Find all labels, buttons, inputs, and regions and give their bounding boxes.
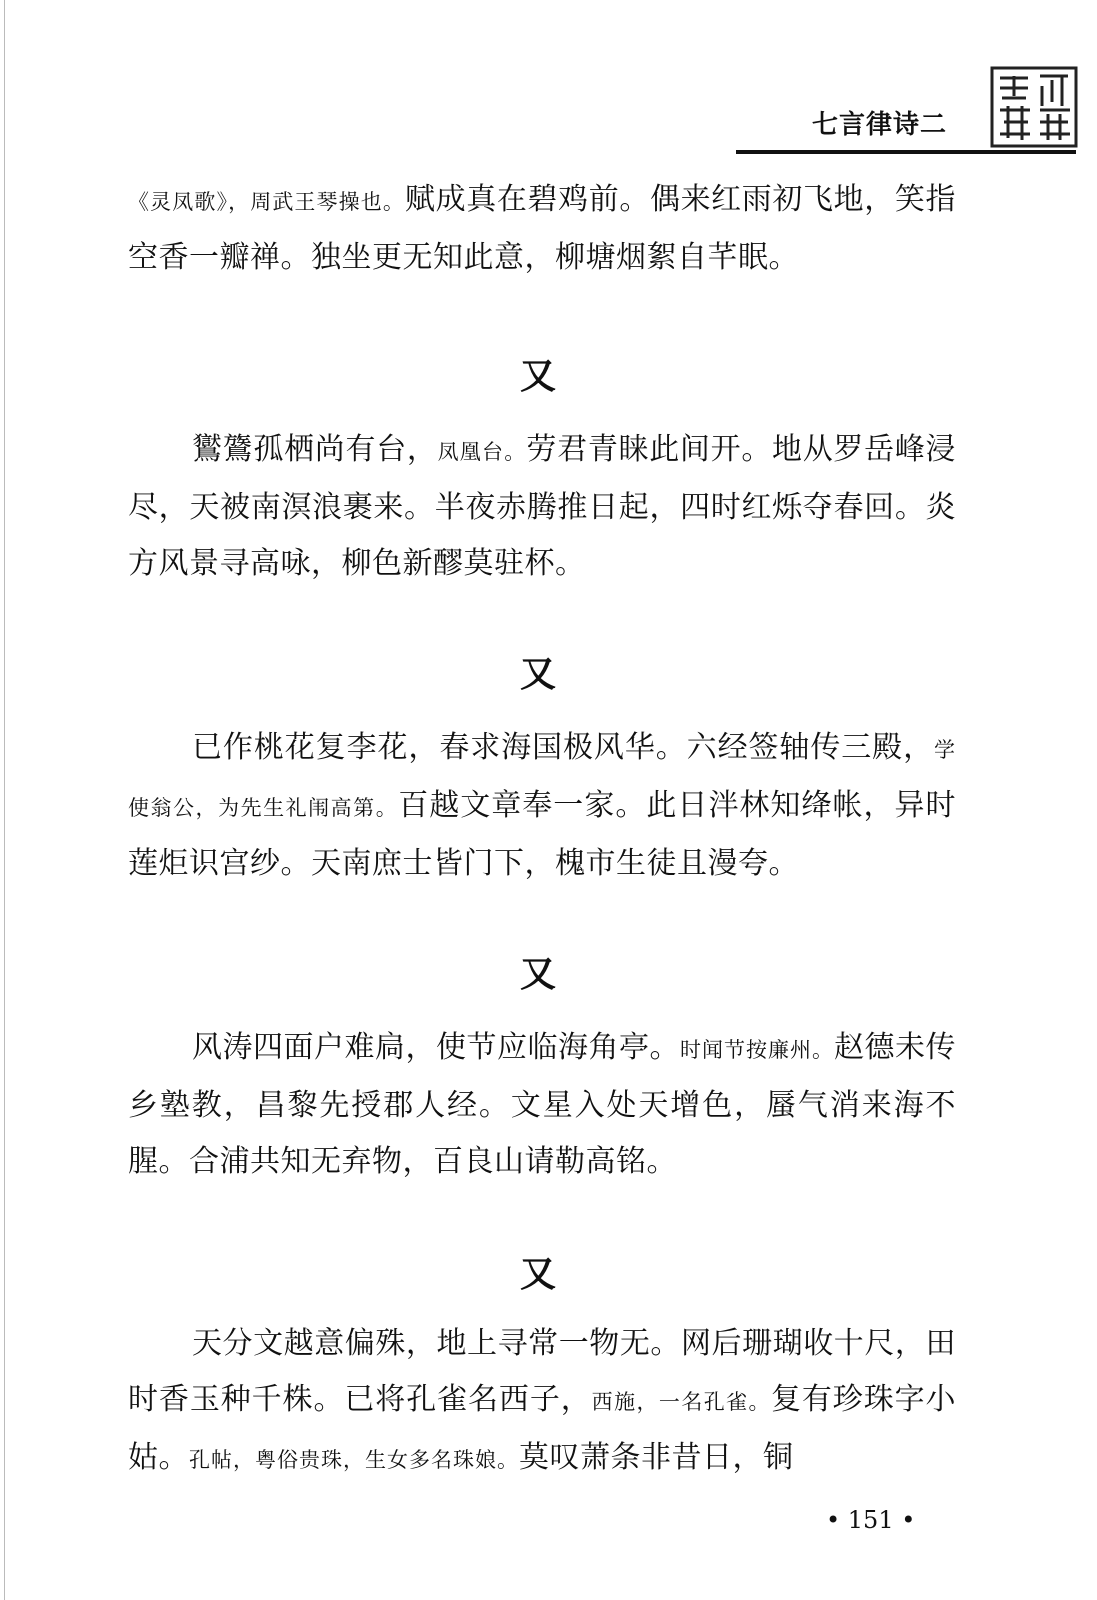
- verse-text: 赵德未传乡塾教，昌黎先授郡人经。文星入处天增色，蜃气消来海不腥。合浦共知无弃物，百良山请勒高铭。: [128, 1030, 956, 1179]
- annotation: 学使翁公，为先生礼闱高第。: [128, 738, 956, 820]
- verse-text: 莫叹萧条非昔日，铜: [519, 1440, 794, 1475]
- poem-title: 又: [520, 355, 557, 397]
- verse-text: 鸑鷟孤栖尚有台，: [192, 432, 438, 467]
- poem-body: [128, 720, 956, 892]
- annotation: 时闻节按廉州。: [680, 1038, 834, 1062]
- annotation: 《灵凤歌》，周武王琴操也。: [128, 190, 406, 214]
- poem-body: [128, 1316, 956, 1488]
- verse-text: 复有珍珠字小姑。: [128, 1382, 957, 1475]
- page-number: • 151 •: [826, 1506, 916, 1534]
- verse-text: 百越文章奉一家。此日泮林知绛帐，异时莲炬识宫纱。天南庶士皆门下，槐市生徒且漫夸。: [128, 788, 957, 881]
- verse-text: 已作桃花复李花，春求海国极风华。六经签轴传三殿，: [192, 730, 934, 765]
- poem-title: 又: [520, 653, 557, 695]
- verse-text: 风涛四面户难扃，使节应临海角亭。: [192, 1030, 680, 1065]
- verse-text: 天分文越意偏殊，地上寻常一物无。网后珊瑚收十尺，田时香玉种千株。已将孔雀名西子，: [128, 1326, 956, 1417]
- seal-icon: [990, 66, 1078, 148]
- poem-body: [128, 172, 956, 286]
- header-rule: [736, 150, 1076, 154]
- section-title: 七言律诗二: [811, 110, 947, 140]
- poem-body: [128, 422, 956, 592]
- annotation: 西施，一名孔雀。: [591, 1390, 771, 1414]
- verse-text: 赋成真在碧鸡前。偶来红雨初飞地，笑指空香一瓣禅。独坐更无知此意，柳塘烟絮自芊眠。: [128, 182, 956, 275]
- verse-text: 劳君青睐此间开。地从罗岳峰浸尽，天被南溟浪裹来。半夜赤腾推日起，四时红烁夺春回。炎方风景寻高咏，柳色新醪莫驻杯。: [128, 432, 957, 581]
- poem-body: [128, 1020, 956, 1190]
- annotation: 孔帖，粤俗贵珠，生女多名珠娘。: [189, 1448, 519, 1472]
- poem-title: 又: [520, 1253, 557, 1295]
- scan-edge-line: [4, 0, 5, 1600]
- poem-title: 又: [520, 953, 557, 995]
- annotation: 凤凰台。: [437, 440, 527, 464]
